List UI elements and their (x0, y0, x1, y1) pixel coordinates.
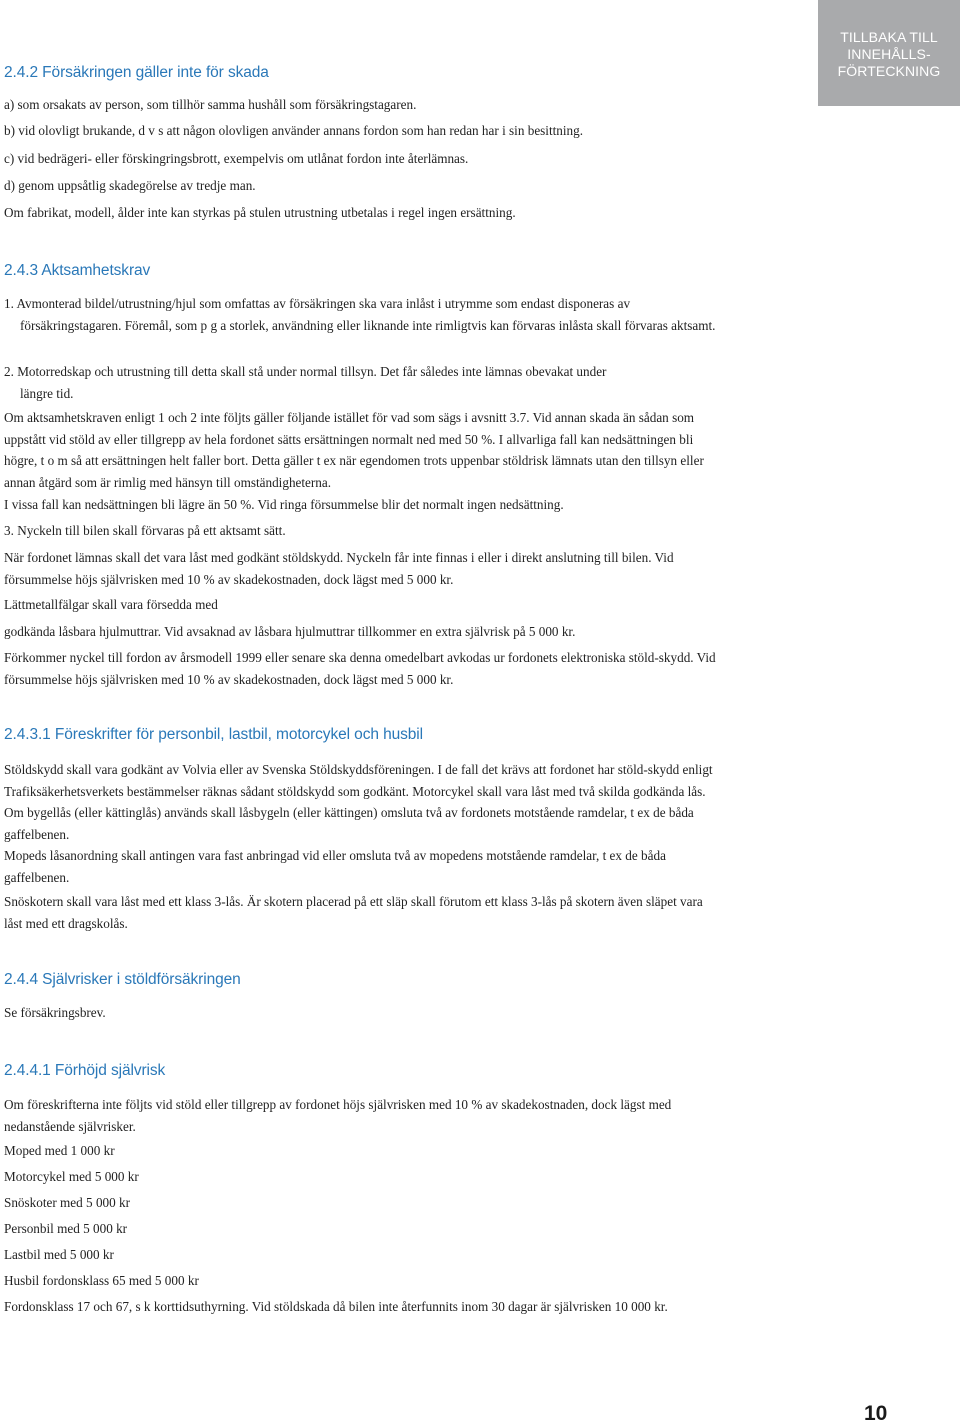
anti-theft-paragraph: Stöldskydd skall vara godkänt av Volvia eller av Svenska Stöldskyddsföreningen. I de fall det krävs att fordonet har stöld-skydd enligt Trafiksäkerhetsverkets bestämmelser räknas sådant stöldskydd som godkänt. Motorcykel skall vara låst med två skilda godkända lås. Om bygellås (eller kättinglås) används skall låsbygeln (eller kättingen) omsluta två av fordonets motstående ramdelar, t ex de båda gaffelbenen. (4, 762, 713, 842)
heading-2-4-2: 2.4.2 Försäkringen gäller inte för skada (4, 64, 269, 81)
snowmobile-lock-paragraph: Snöskotern skall vara låst med ett klass 3-lås. Är skotern placerad på ett släp skall förutom ett klass 3-lås på skotern även släpet vara låst med ett dragskolås. (4, 894, 703, 931)
page-number: 10 (864, 1402, 888, 1425)
item-c: c) vid bedrägeri- eller förskingringsbrott, exempelvis om utlånat fordon inte återlämnas. (4, 151, 469, 166)
back-button-line3: FÖRTECKNING (837, 63, 941, 79)
deductible-short-term-rental: Fordonsklass 17 och 67, s k korttidsuthyrning. Vid stöldskada då bilen inte återfunnits inom 30 dagar är självrisken 10 000 kr. (4, 1299, 668, 1314)
requirement-2-first-line: 2. Motorredskap och utrustning till detta skall stå under normal tillsyn. Det får således inte lämnas obevakat under (4, 364, 607, 379)
deductible-snowmobile: Snöskoter med 5 000 kr (4, 1195, 131, 1210)
back-button-line1: TILLBAKA TILL (840, 29, 938, 45)
deductible-motorhome: Husbil fordonsklass 65 med 5 000 kr (4, 1273, 199, 1288)
requirement-3: 3. Nyckeln till bilen skall förvaras på ett aktsamt sätt. (4, 523, 286, 538)
requirement-1-rest: försäkringstagaren. Föremål, som p g a storlek, användning eller liknande inte rimligtvis kan förvaras inlåsta skall förvaras aktsamt. (20, 317, 716, 333)
reduction-lower-paragraph: I vissa fall kan nedsättningen bli lägre än 50 %. Vid ringa försummelse blir det normalt ingen nedsättning. (4, 497, 564, 512)
heading-2-4-4-1: 2.4.4.1 Förhöjd självrisk (4, 1062, 166, 1079)
heading-2-4-4: 2.4.4 Självrisker i stöldförsäkringen (4, 971, 241, 988)
requirement-1 (4, 293, 724, 336)
deductible-truck: Lastbil med 5 000 kr (4, 1247, 114, 1262)
deductible-motorcycle: Motorcykel med 5 000 kr (4, 1169, 139, 1184)
lock-requirement-paragraph: När fordonet lämnas skall det vara låst med godkänt stöldskydd. Nyckeln får inte finnas i eller i direkt anslutning till bilen. Vid försummelse höjs självrisken med 10 % av skadekostnaden, dock lägst med 5 000 kr. (4, 550, 674, 587)
heading-2-4-3-1: 2.4.3.1 Föreskrifter för personbil, lastbil, motorcykel och husbil (4, 726, 423, 743)
alloy-rims-paragraph: Lättmetallfälgar skall vara försedda med (4, 597, 218, 612)
lost-key-paragraph: Förkommer nyckel till fordon av årsmodell 1999 eller senare ska denna omedelbart avkodas ur fordonets elektroniska stöld-skydd. Vid försummelse höjs självrisken med 10 % av skadekostnaden, dock lägst med 5 000 kr. (4, 650, 716, 687)
increased-deductible-paragraph: Om föreskrifterna inte följts vid stöld eller tillgrepp av fordonet höjs självrisken med 10 % av skadekostnaden, dock lägst med nedanstående självrisker. (4, 1097, 672, 1134)
reduction-paragraph: Om aktsamhetskraven enligt 1 och 2 inte följts gäller följande istället för vad som sägs i avsnitt 3.7. Vid annan skada än sådan som uppstått vid stöld av eller tillgrepp av hela fordonet sätts ersättningen normalt ned med 50 %. I allvarliga fall kan nedsättningen bli högre, t o m så att ersättningen helt faller bort. Detta gäller t ex när egendomen trots uppenbar stöldrisk lämnats utan den tillsyn eller annan åtgärd som är rimlig med hänsyn till omständigheterna. (4, 410, 704, 490)
deductible-car: Personbil med 5 000 kr (4, 1221, 128, 1236)
deductible-moped: Moped med 1 000 kr (4, 1143, 115, 1158)
back-to-toc-button[interactable] (818, 0, 960, 106)
item-b: b) vid olovligt brukande, d v s att någon olovligen använder annans fordon som han redan har i sin besittning. (4, 123, 584, 138)
wheel-nuts-paragraph: godkända låsbara hjulmuttrar. Vid avsaknad av låsbara hjulmuttrar tillkommer en extra självrisk på 5 000 kr. (4, 624, 576, 639)
see-policy-text: Se försäkringsbrev. (4, 1005, 106, 1020)
requirement-2 (4, 361, 724, 404)
item-d: d) genom uppsåtlig skadegörelse av tredje man. (4, 178, 256, 193)
requirement-2-rest: längre tid. (20, 385, 74, 401)
moped-lock-paragraph: Mopeds låsanordning skall antingen vara fast anbringad vid eller omsluta två av mopedens motstående ramdelar, t ex de båda gaffelbenen. (4, 848, 666, 885)
no-compensation-note: Om fabrikat, modell, ålder inte kan styrkas på stulen utrustning utbetalas i regel ingen ersättning. (4, 205, 516, 220)
heading-2-4-3: 2.4.3 Aktsamhetskrav (4, 262, 151, 279)
back-button-line2: INNEHÅLLS- (847, 46, 931, 62)
item-a: a) som orsakats av person, som tillhör samma hushåll som försäkringstagaren. (4, 97, 417, 112)
requirement-1-first-line: 1. Avmonterad bildel/utrustning/hjul som omfattas av försäkringen ska vara inlåst i utrymme som endast disponeras av (4, 296, 631, 311)
